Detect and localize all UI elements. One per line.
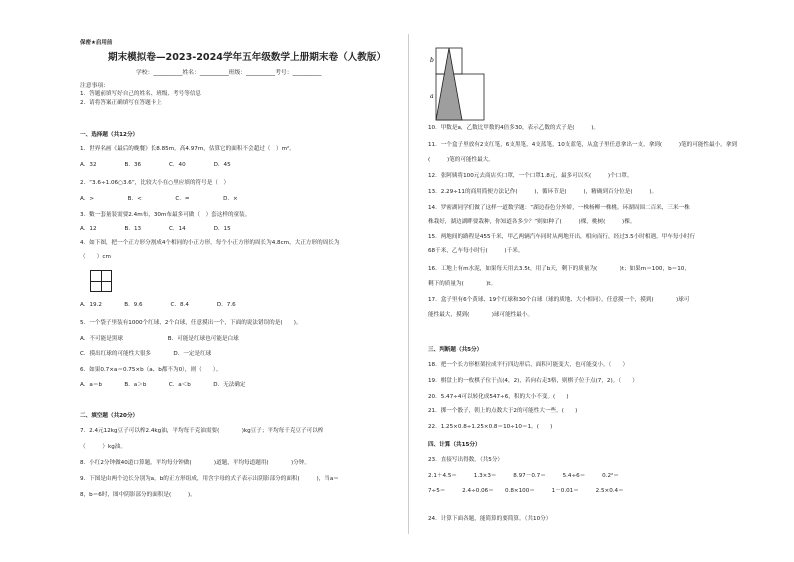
square-triangle-figure [428,46,492,122]
question-line: 24．计算下面各题，能简算的要简算。（共10分） [428,516,552,522]
notes-label: 注意事项： [80,83,109,89]
section-heading: 三、判断题（共5分） [428,347,483,353]
question-line: 3．數一套量装需要2.4m布，30m布最多可做（ ）套这样的童装。 [80,212,251,218]
question-line: ( )笔的可能性最大。 [428,157,494,163]
secret-label: 保密★启用前 [80,40,113,46]
question-line: A．a＝b B．a＞b C．a＜b D．无法确定 [80,382,246,388]
question-line: 1．世界名画《最后的晚餐》长8.85m，高4.97m，估算它的面积不会超过（ ）m²。 [80,146,295,152]
question-line: A．不可能是黑球 B．可能是红球也可能是白球 [80,336,239,342]
question-line: C．摸出红球的可能性大很多 D．一定是红球 [80,351,212,357]
question-line: 11．一个盒子里放有2支红笔，6支黑笔，4支蓝笔，10支蓝笔，从盒子里任意拿出一支，拿到( )笔的可能性最小，拿到 [428,142,737,148]
question-line: 16．工地上有m水泥，如果每天用去3.5t，用了b天，剩下的质量为( )t；如果m＝100，b＝10， [428,266,690,272]
question-line: 15．两地间的路程是455千米，甲乙两辆汽车同时从两地开出，相向而行，经过3.5小时相遇，甲车每小时行 [428,234,696,240]
question-line: 20．5.47÷4可以转化成547÷6，积的大小不变。( ) [428,394,569,400]
notes-item: 1．答题前填写好自己的姓名、班级、考号等信息 [80,91,202,97]
page-title: 期末模拟卷—2023-2024学年五年级数学上册期末卷（人教版） [108,52,387,63]
label-a: a [430,93,434,100]
question-line: 株栽好，湖边湖畔要栽种，你知道各多少？”则如种了( )棵，桃树( )棵。 [428,219,636,225]
question-line: 12．张阿姨将100元去商店买口罩，一个口罩1.8元，最多可以买( )个口罩。 [428,173,633,179]
question-line: 10．甲数是a，乙数比甲数的4倍多30，表示乙数的式子是( )。 [428,125,600,131]
notes-item: 2．请将答案正确填写在答题卡上 [80,100,162,106]
question-line: 18．把一个长方形框架拉成平行四边形后，面积可能变大，也可能变小。（ ） [428,362,629,368]
section-heading: 四、计算（共15分） [428,442,481,448]
question-line: 9．下图是由两个边长分别为a，b的正方形组成，用含字母的式子表示出阴影部分的面积( )，当a＝ [80,476,339,482]
question-line: A．19.2 B．9.6 C．8.4 D．7.6 [80,302,236,308]
question-line: 4．如下图，把一个正方形分割成4个相同的小正方形，每个小正方形的周长为4.8cm，大正方形的周长为 [80,240,340,246]
question-line: 22．1.25×0.8÷1.25×0.8＝10÷10＝1。( ) [428,424,553,430]
question-line: 能性最大，摸到( )球可能性最小。 [428,312,534,318]
question-line: 8，b＝6时，图中阴影部分的面积是( )。 [80,492,196,498]
question-line: 剩下的质量为( )t。 [428,281,497,287]
question-line: 2．“3.6÷1.06○3.6”，比较大小在○里应填的符号是（ ） [80,180,230,186]
question-line: A．32 B．36 C．40 D．45 [80,162,231,168]
question-line: 7．2.4元12kg豆子可以榨2.4kg油，平均每千克油需要( )kg豆子；平均每千克豆子可以榨 [80,428,324,434]
column-divider [408,34,409,534]
shaded-triangle [436,48,462,120]
question-line: （ ）kg油。 [80,444,126,450]
label-b: b [430,57,434,64]
question-line: A．12 B．13 C．14 D．15 [80,226,231,232]
question-line: A．> B．< C．= D．× [80,196,238,202]
question-line: 13．2.29÷11的商用简便方法记作( )，循环节是( )，精确到百分位是( )。 [428,189,658,195]
question-line: 19．棋盘上的一枚棋子位于点(4，2)，若向右走3格，则棋子位于点(7，2)。（ ） [428,378,638,384]
question-line: 2.1＋4.5＝ 1.3×3＝ 8.97－0.7＝ 5.4÷6＝ 0.2²＝ [428,473,619,479]
question-line: 6．如果0.7×a＝0.75×b（a、b都不为0），则（ ）。 [80,367,222,373]
section-heading: 二、填空题（共20分） [80,413,139,419]
question-line: 68千米，乙车每小时行( )千米。 [428,248,524,254]
question-line: 8．小红2分钟做40道口算题，平均每分钟做( )道题，平均每道题用( )分钟。 [80,460,310,466]
question-line: 14．罗密湖同学们做了这样一道数学题：“湖边春色分外娇，一株杨柳一株桃。环湖周围二百米，三米一株 [428,205,690,211]
question-line: 23．直接写出得数。（共5分） [428,457,504,463]
question-line: 21．掷一个骰子，朝上的点数大于2的可能性大一些。( ) [428,408,578,414]
question-line: （ ）cm [80,254,111,260]
section-heading: 一、选择题（共12分） [80,132,139,138]
question-line: 5．一个袋子里装有1000个红球，2个白球，任意摸出一个，下面的说法错误的是( )。 [80,320,302,326]
square-grid-figure [90,270,112,292]
student-info-line: 学校：__________姓名：__________班级：__________考号：__________ [136,70,322,76]
question-line: 17．盒子里有6个黄球、19个红球和30个白球（球的质地、大小相同），任意摸一个，摸到( )球可 [428,297,690,303]
question-line: 7÷5＝ 2.4÷0.06＝ 0.8×100＝ 1－0.01＝ 2.5×0.4＝ [428,488,624,494]
